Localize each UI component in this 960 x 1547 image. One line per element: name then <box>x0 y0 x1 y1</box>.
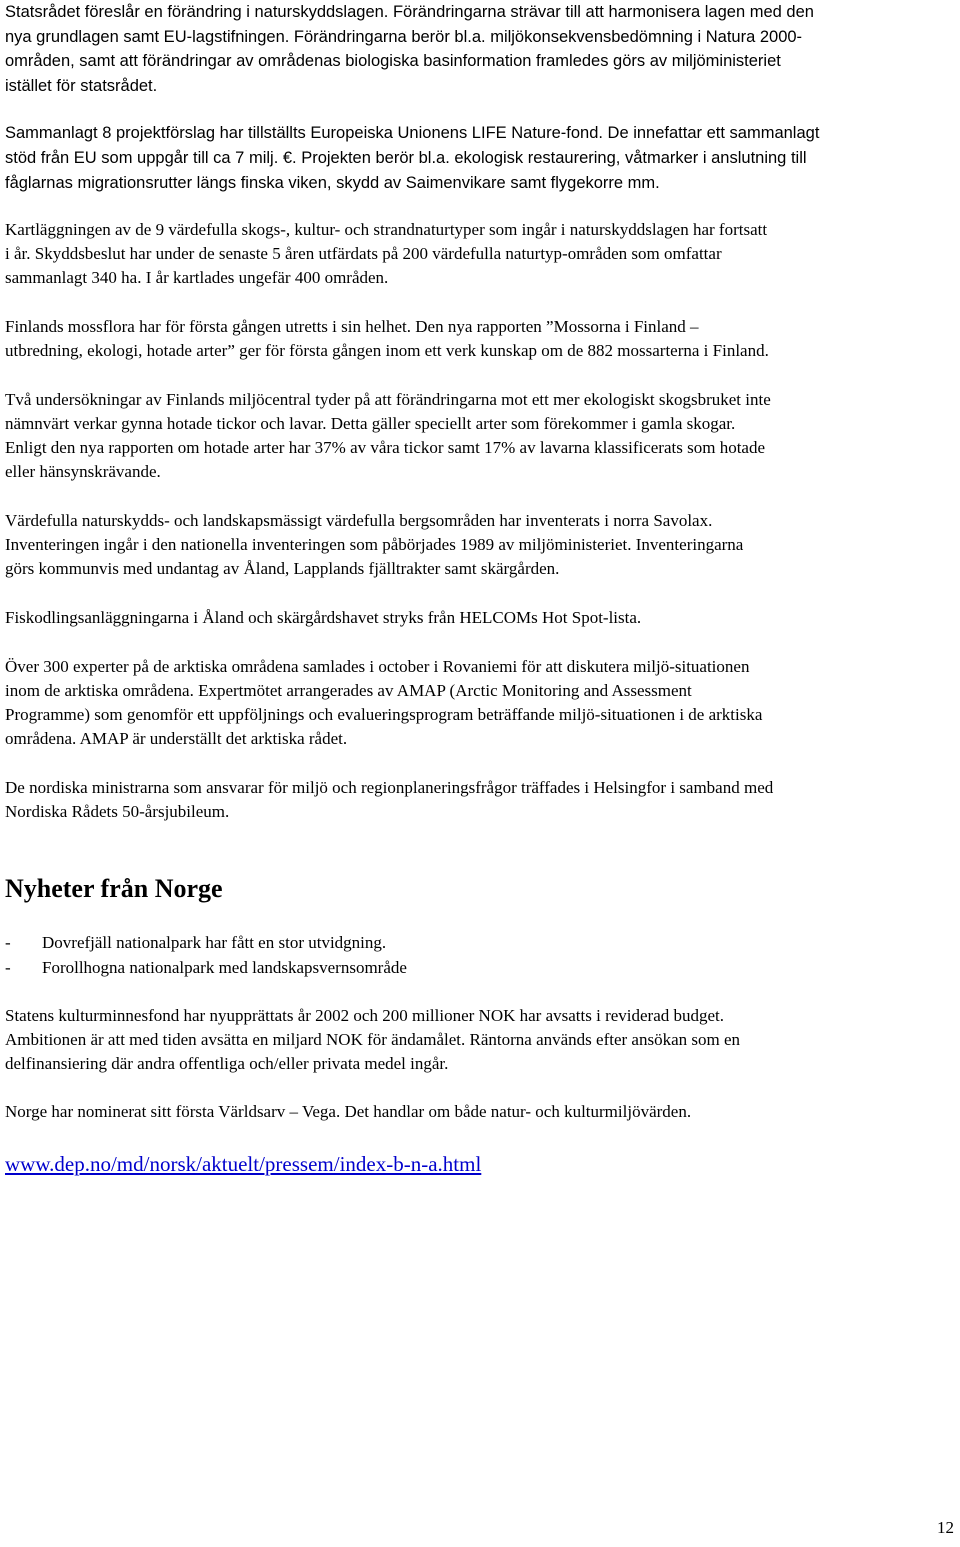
text-line: utbredning, ekologi, hotade arter” ger för första gången inom ett verk kunskap om de 882 mossarterna i Finland. <box>5 341 769 360</box>
text-line: Fiskodlingsanläggningarna i Åland och skärgårdshavet stryks från HELCOMs Hot Spot-lista. <box>5 608 642 627</box>
paragraph-skogsbruk <box>5 388 955 484</box>
section-heading-norge: Nyheter från Norge <box>5 874 223 903</box>
list-item-text: Dovrefjäll nationalpark har fått en stor utvidgning. <box>42 933 387 952</box>
text-line: delfinansiering där andra offentliga och/eller privata medel ingår. <box>5 1054 449 1073</box>
text-line: i år. Skyddsbeslut har under de senaste 5 åren utfärdats på 200 värdefulla naturtyp-områden som omfattar <box>5 244 722 263</box>
text-line: Statens kulturminnesfond har nyupprättats år 2002 och 200 millioner NOK har avsatts i reviderad budget. <box>5 1006 725 1025</box>
text-line: nämnvärt verkar gynna hotade tickor och lavar. Detta gäller speciellt arter som förekommer i gamla skogar. <box>5 414 736 433</box>
paragraph-life-nature <box>5 121 955 196</box>
paragraph-naturskyddslagen <box>5 0 955 98</box>
text-line: Programme) som genomför ett uppföljnings och evalueringsprogram beträffande miljö-situationen i de arktiska <box>5 705 763 724</box>
text-line: Nordiska Rådets 50-årsjubileum. <box>5 802 230 821</box>
text-line: inom de arktiska områdena. Expertmötet arrangerades av AMAP (Arctic Monitoring and Assessment <box>5 681 692 700</box>
text-line: görs kommunvis med undantag av Åland, Lapplands fjälltrakter samt skärgården. <box>5 559 560 578</box>
text-line: Sammanlagt 8 projektförslag har tillställts Europeiska Unionens LIFE Nature-fond. De innefattar ett sammanlagt <box>5 124 820 142</box>
text-line: områden, samt att förändringar av områdenas biologiska basinformation framledes görs av miljöministeriet <box>5 52 781 70</box>
page-number: 12 <box>937 1518 954 1537</box>
source-link[interactable]: www.dep.no/md/norsk/aktuelt/pressem/index-b-n-a.html <box>5 1152 482 1176</box>
text-line: Statsrådet föreslår en förändring i naturskyddslagen. Förändringarna strävar till att harmonisera lagen med den <box>5 3 814 21</box>
paragraph-helcom <box>5 606 955 630</box>
list-item <box>5 931 386 955</box>
list-item <box>5 956 407 980</box>
paragraph-amap <box>5 655 955 751</box>
text-line: stöd från EU som uppgår till ca 7 milj. €. Projekten berör bl.a. ekologisk restaurering, våtmarker i anslutning till <box>5 149 807 167</box>
paragraph-bergsomraden <box>5 509 955 581</box>
text-line: Enligt den nya rapporten om hotade arter har 37% av våra tickor samt 17% av lavarna klassificerats som hotade <box>5 438 766 457</box>
text-line: eller hänsynskrävande. <box>5 462 161 481</box>
paragraph-nordiska-ministrar <box>5 776 955 824</box>
text-line: istället för statsrådet. <box>5 76 158 95</box>
text-line: Värdefulla naturskydds- och landskapsmässigt värdefulla bergsområden har inventerats i norra Savolax. <box>5 511 713 530</box>
text-line: Norge har nominerat sitt första Världsarv – Vega. Det handlar om både natur- och kulturmiljövärden. <box>5 1102 692 1121</box>
text-line: sammanlagt 340 ha. I år kartlades ungefär 400 områden. <box>5 268 389 287</box>
list-dash: - <box>5 958 11 977</box>
paragraph-mossflora <box>5 315 955 363</box>
paragraph-kulturminnesfond <box>5 1004 955 1076</box>
list-item-text: Forollhogna nationalpark med landskapsvernsområde <box>42 958 407 977</box>
paragraph-varldsarv <box>5 1100 955 1124</box>
text-line: Inventeringen ingår i den nationella inventeringen som påbörjades 1989 av miljöministeriet. Inventeringarna <box>5 535 744 554</box>
text-line: områdena. AMAP är underställt det arktiska rådet. <box>5 729 348 748</box>
text-line: De nordiska ministrarna som ansvarar för miljö och regionplaneringsfrågor träffades i Helsingfor i samband med <box>5 778 774 797</box>
list-dash: - <box>5 933 11 952</box>
text-line: nya grundlagen samt EU-lagstifningen. Förändringarna berör bl.a. miljökonsekvensbedömning i Natura 2000- <box>5 27 803 46</box>
text-line: fåglarnas migrationsrutter längs finska viken, skydd av Saimenvikare samt flygekorre mm. <box>5 174 660 192</box>
text-line: Ambitionen är att med tiden avsätta en miljard NOK för ändamålet. Räntorna används efter ansökan som en <box>5 1030 741 1049</box>
paragraph-kartlaggning <box>5 218 955 290</box>
text-line: Finlands mossflora har för första gången utretts i sin helhet. Den nya rapporten ”Mossorna i Finland – <box>5 317 699 336</box>
text-line: Över 300 experter på de arktiska områdena samlades i october i Rovaniemi för att diskutera miljö-situationen <box>5 657 750 676</box>
text-line: Två undersökningar av Finlands miljöcentral tyder på att förändringarna mot ett mer ekologiskt skogsbruket inte <box>5 390 771 409</box>
text-line: Kartläggningen av de 9 värdefulla skogs-, kultur- och strandnaturtyper som ingår i naturskyddslagen har fortsatt <box>5 220 768 239</box>
